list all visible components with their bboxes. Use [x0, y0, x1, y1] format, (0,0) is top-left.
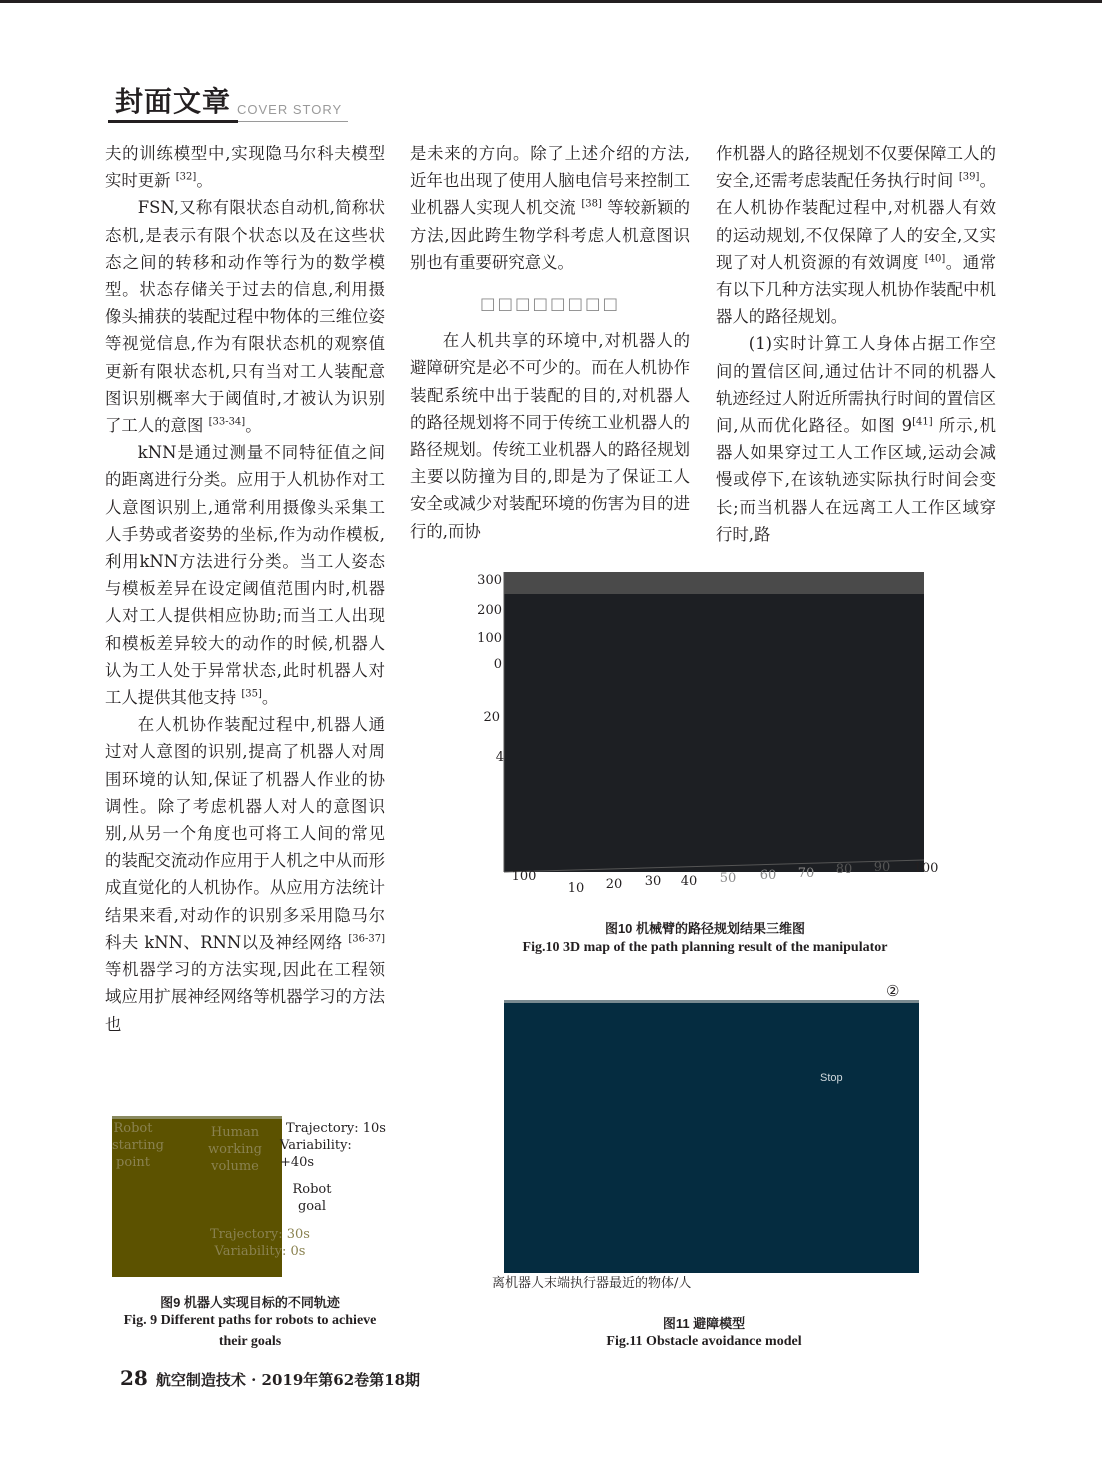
header-rule	[108, 120, 238, 123]
fig9-label-goal: Robot goal	[292, 1182, 332, 1214]
header-rule-thin	[238, 121, 348, 122]
fig10-x-tick: 80	[835, 862, 853, 877]
fig11-stop-label: Stop	[820, 1072, 843, 1084]
fig9-label-start: Robot starting point	[112, 1121, 164, 1170]
page-footer	[120, 1366, 420, 1390]
fig10-caption-cn: 图10 机械臂的路径规划结果三维图	[604, 921, 806, 936]
fig10-plot	[470, 568, 940, 898]
section-heading: □□□□□□□□	[480, 294, 620, 314]
fig11-image	[504, 1000, 919, 1273]
fig9-label-var2: Variability: 0s	[214, 1244, 306, 1259]
citation: [41]	[912, 416, 933, 428]
fig10-x-tick: 30	[644, 874, 662, 889]
fig10-x-tick: 100	[913, 861, 939, 876]
fig10-z-tick: 20	[483, 710, 500, 725]
text-column-3	[716, 140, 996, 548]
citation: [40]	[924, 253, 946, 265]
fig10-z-tick: 200	[477, 603, 502, 618]
fig10-caption-en: Fig.10 3D map of the path planning result of the manipulator	[522, 940, 888, 955]
fig9-label-traj2: Trajectory: 30s	[210, 1227, 310, 1242]
fig10-z-tick: 4	[495, 750, 504, 765]
fig10-x-tick: 10	[567, 881, 585, 896]
fig10-z-tick: 0	[493, 657, 502, 672]
fig10-x-tick: 60	[759, 868, 777, 883]
paragraph: 在人机协作装配过程中,机器人通过对人意图的识别,提高了机器人对周围环境的认知,保证了机器人作业的协调性。除了考虑机器人对人的意图识别,从另一个角度也可将工人间的常见的装配交流动作应用于人机之中从而形成直觉化的人机协作。从应用方法统计结果来看,对动作的识别多采用隐马尔科夫 kNN、RNN以及神经网络 [36-37] 等机器学习的方法实现,因此在工程领域应用扩展神经网络等机器学习的方法也	[105, 715, 385, 1034]
fig11-circled-number: ②	[886, 982, 900, 1000]
paragraph: kNN是通过测量不同特征值之间的距离进行分类。应用于人机协作对工人意图识别上,通常利用摄像头采集工人手势或者姿势的坐标,作为动作模板,利用kNN方法进行分类。当工人姿态与模板差异在设定阈值范围内时,机器人对工人提供相应协助;而当工人出现和模板差异较大的动作的时候,机器人认为工人处于异常状态,此时机器人对工人提供其他支持 [35]。	[105, 443, 385, 708]
fig9-label-traj1: Trajectory: 10s	[286, 1121, 386, 1136]
citation: [35]	[241, 688, 262, 700]
citation: [38]	[581, 198, 602, 210]
paragraph: FSN,又称有限状态自动机,简称状态机,是表示有限个状态以及在这些状态之间的转移和动作等行为的数学模型。状态存储关于过去的信息,利用摄像头捕获的装配过程中物体的三维位姿等视觉信息,作为有限状态机的观察值更新有限状态机,只有当对工人装配意图识别概率大于阈值时,才被认为识别了工人的意图 [33-34]。	[105, 198, 385, 436]
paragraph: (1)实时计算工人身体占据工作空间的置信区间,通过估计不同的机器人轨迹经过人附近所需执行时间的置信区间,从而优化路径。如图 9[41] 所示,机器人如果穿过工人工作区域,运动会减慢或停下,在该轨迹实际执行时间会变长;而当机器人在远离工人工作区域穿行时,路	[716, 334, 996, 544]
fig11-caption-cn: 图11 避障模型	[662, 1316, 746, 1331]
column-title-english: COVER STORY	[237, 102, 343, 117]
fig10-x-tick: 70	[797, 866, 815, 881]
fig10-noise-band	[504, 572, 924, 594]
top-rule	[0, 0, 1102, 3]
citation: [32]	[175, 171, 197, 183]
paragraph: 作机器人的路径规划不仅要保障工人的安全,还需考虑装配任务执行时间 [39]。在人机协作装配过程中,对机器人有效的运动规划,不仅保障了人的安全,又实现了对人机资源的有效调度 [40]。通常有以下几种方法实现人机协作装配中机器人的路径规划。	[716, 144, 997, 327]
fig9-caption-en-2: their goals	[218, 1334, 282, 1349]
fig10-x-tick: 50	[719, 871, 737, 886]
fig11-bottom-label: 离机器人末端执行器最近的物体/人	[492, 1276, 692, 1291]
citation: [39]	[958, 171, 980, 183]
citation: [33-34]	[208, 416, 246, 428]
citation: [36-37]	[348, 933, 385, 945]
fig10-z-tick: 300	[477, 573, 502, 588]
fig10-x-tick: 20	[605, 877, 623, 892]
fig10-z-tick: 100	[477, 631, 502, 646]
paragraph: 夫的训练模型中,实现隐马尔科夫模型实时更新 [32]。	[105, 144, 385, 191]
paragraph: 在人机共享的环境中,对机器人的避障研究是必不可少的。而在人机协作装配系统中出于装配的目的,对机器人的路径规划将不同于传统工业机器人的路径规划。传统工业机器人的路径规划主要以防撞为目的,即是为了保证工人安全或减少对装配环境的伤害为目的进行的,而协	[410, 331, 690, 541]
fig9-caption-en: Fig. 9 Different paths for robots to achieve	[123, 1313, 377, 1328]
fig10-plot-area	[504, 572, 924, 872]
paragraph: 是未来的方向。除了上述介绍的方法,近年也出现了使用人脑电信号来控制工业机器人实现人机交流 [38] 等较新颖的方法,因此跨生物学科考虑人机意图识别也有重要研究意义。	[410, 144, 691, 272]
page-number: 28	[120, 1366, 148, 1390]
column-title: 封面文章	[115, 85, 232, 118]
journal-name: 航空制造技术 · 2019年第62卷第18期	[155, 1371, 421, 1389]
figure-9	[112, 1116, 386, 1276]
figure-11	[488, 982, 928, 1291]
fig10-x-tick: 90	[873, 860, 891, 875]
fig10-x-tick: 100	[511, 869, 537, 884]
fig9-label-human: Human working volume	[208, 1125, 262, 1174]
fig10-x-tick: 40	[680, 874, 698, 889]
fig9-label-var1: Variability: +40s	[280, 1138, 352, 1170]
text-column-2	[410, 140, 690, 545]
fig9-caption-cn: 图9 机器人实现目标的不同轨迹	[160, 1295, 340, 1310]
text-column-1	[105, 140, 385, 1038]
fig11-caption-en: Fig.11 Obstacle avoidance model	[606, 1334, 802, 1349]
figure-10	[470, 568, 940, 898]
